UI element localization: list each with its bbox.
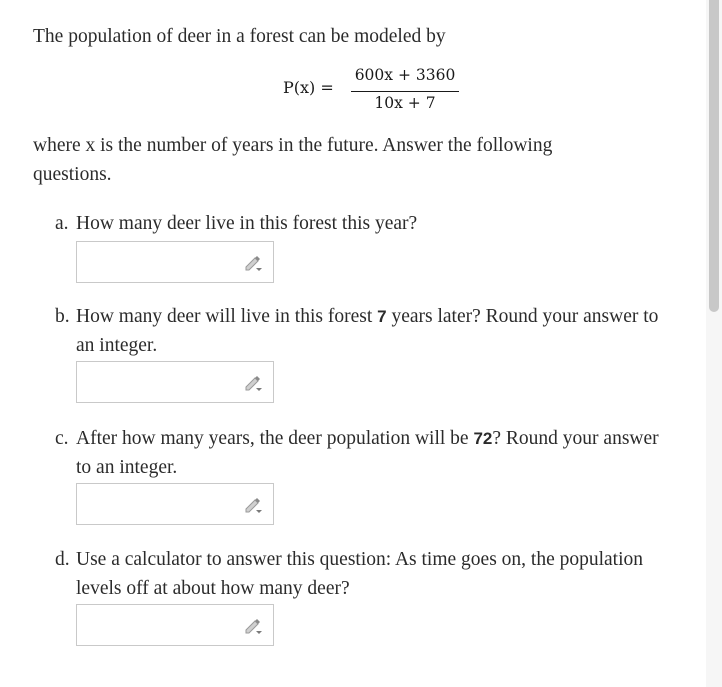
question-label: d.: [55, 549, 70, 570]
formula-denominator: 10x + 7: [374, 94, 436, 112]
question-label: b.: [55, 306, 70, 327]
question-label: c.: [55, 428, 69, 449]
answer-input-d[interactable]: [76, 604, 274, 646]
vertical-scrollbar[interactable]: [706, 0, 722, 687]
pencil-dropdown-icon[interactable]: [243, 495, 263, 515]
answer-input-b[interactable]: [76, 361, 274, 403]
problem-intro: The population of deer in a forest can be modeled by: [33, 26, 446, 47]
answer-input-c[interactable]: [76, 483, 274, 525]
question-text: How many deer will live in this forest 7 years later? Round your answer to an integer.: [76, 306, 659, 356]
question-text: After how many years, the deer population will be 72? Round your answer to an integer.: [76, 428, 659, 478]
variable-description: where x is the number of years in the future. Answer the following questions.: [33, 135, 553, 185]
pencil-dropdown-icon[interactable]: [243, 373, 263, 393]
fraction-bar: [351, 91, 459, 92]
pencil-dropdown-icon[interactable]: [243, 616, 263, 636]
answer-input-a[interactable]: [76, 241, 274, 283]
question-text: Use a calculator to answer this question: As time goes on, the population levels off at about how many deer?: [76, 549, 644, 599]
pencil-dropdown-icon[interactable]: [243, 253, 263, 273]
scrollbar-thumb[interactable]: [709, 0, 719, 312]
formula-numerator: 600x + 3360: [354, 66, 456, 84]
question-label: a.: [55, 213, 69, 234]
formula-lhs: P(x) =: [283, 78, 334, 97]
question-text: How many deer live in this forest this year?: [76, 213, 418, 234]
